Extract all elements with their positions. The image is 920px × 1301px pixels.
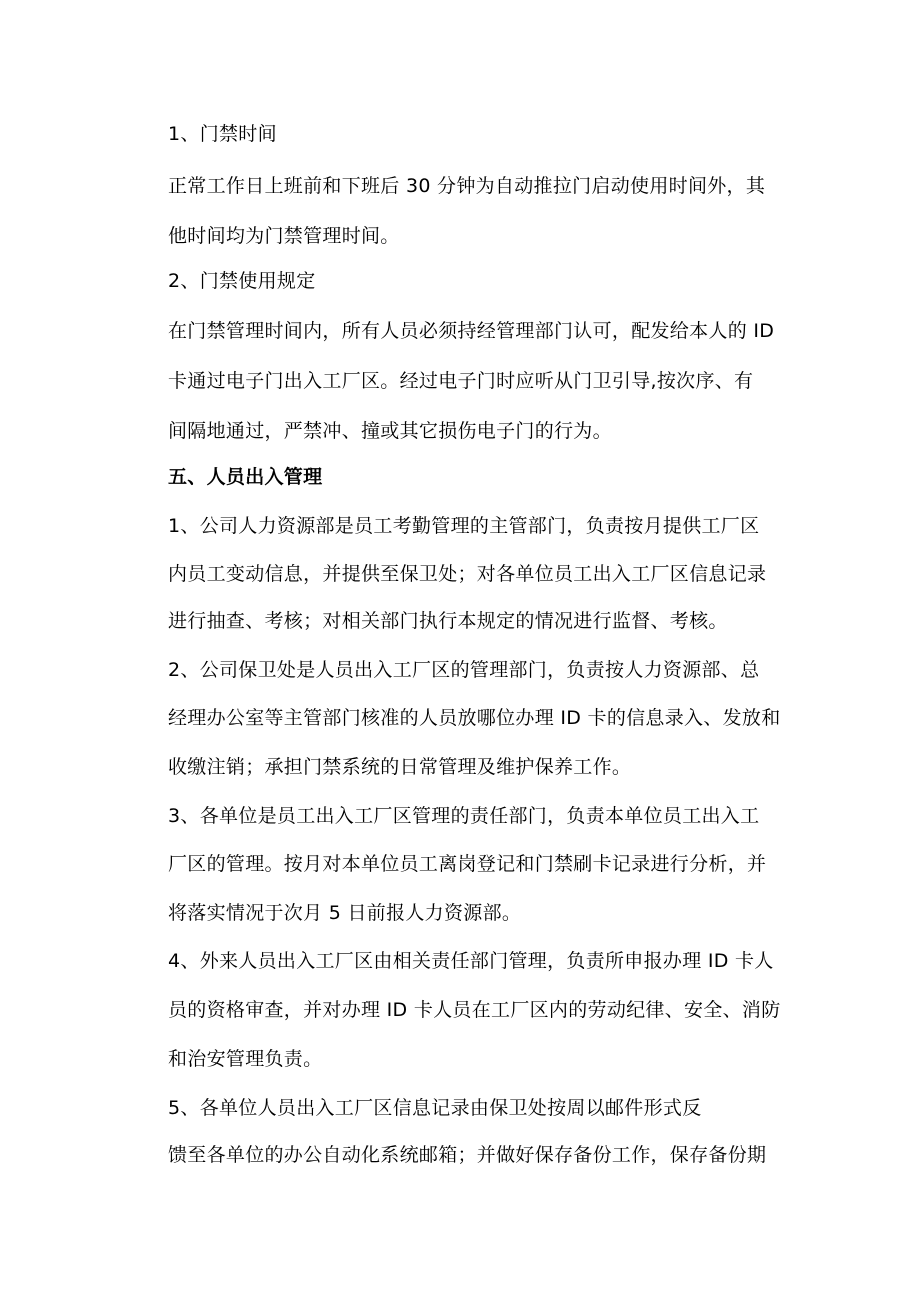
paragraph-line: 和治安管理负责。 — [168, 1048, 323, 1070]
paragraph-line: 3、各单位是员工出入工厂区管理的责任部门，负责本单位员工出入工 — [168, 805, 760, 827]
paragraph-line: 5、各单位人员出入工厂区信息记录由保卫处按周以邮件形式反 — [168, 1097, 702, 1119]
paragraph-line: 员的资格审查，并对办理 ID 卡人员在工厂区内的劳动纪律、安全、消防 — [168, 999, 781, 1021]
paragraph-line: 经理办公室等主管部门核准的人员放哪位办理 ID 卡的信息录入、发放和 — [168, 707, 781, 729]
paragraph-line: 厂区的管理。按月对本单位员工离岗登记和门禁刷卡记录进行分析，并 — [168, 853, 767, 875]
paragraph-line: 他时间均为门禁管理时间。 — [168, 225, 400, 247]
paragraph-line: 4、外来人员出入工厂区由相关责任部门管理，负责所申报办理 ID 卡人 — [168, 950, 774, 972]
item-1-heading: 1、门禁时间 — [168, 123, 277, 145]
section-heading: 五、人员出入管理 — [168, 466, 323, 488]
paragraph-line: 正常工作日上班前和下班后 30 分钟为自动推拉门启动使用时间外，其 — [168, 175, 766, 197]
paragraph-line: 2、公司保卫处是人员出入工厂区的管理部门，负责按人力资源部、总 — [168, 659, 760, 681]
paragraph-line: 卡通过电子门出入工厂区。经过电子门时应听从门卫引导,按次序、有 — [168, 370, 754, 392]
paragraph-line: 内员工变动信息，并提供至保卫处；对各单位员工出入工厂区信息记录 — [168, 563, 767, 585]
paragraph-line: 馈至各单位的办公自动化系统邮箱；并做好保存备份工作，保存备份期 — [168, 1144, 767, 1166]
item-2-heading: 2、门禁使用规定 — [168, 270, 316, 292]
paragraph-line: 进行抽查、考核；对相关部门执行本规定的情况进行监督、考核。 — [168, 610, 728, 632]
paragraph-line: 将落实情况于次月 5 日前报人力资源部。 — [168, 902, 522, 924]
paragraph-line: 收缴注销；承担门禁系统的日常管理及维护保养工作。 — [168, 756, 632, 778]
paragraph-line: 1、公司人力资源部是员工考勤管理的主管部门，负责按月提供工厂区 — [168, 515, 760, 537]
paragraph-line: 在门禁管理时间内，所有人员必须持经管理部门认可，配发给本人的 ID — [168, 320, 775, 342]
paragraph-line: 间隔地通过，严禁冲、撞或其它损伤电子门的行为。 — [168, 420, 612, 442]
